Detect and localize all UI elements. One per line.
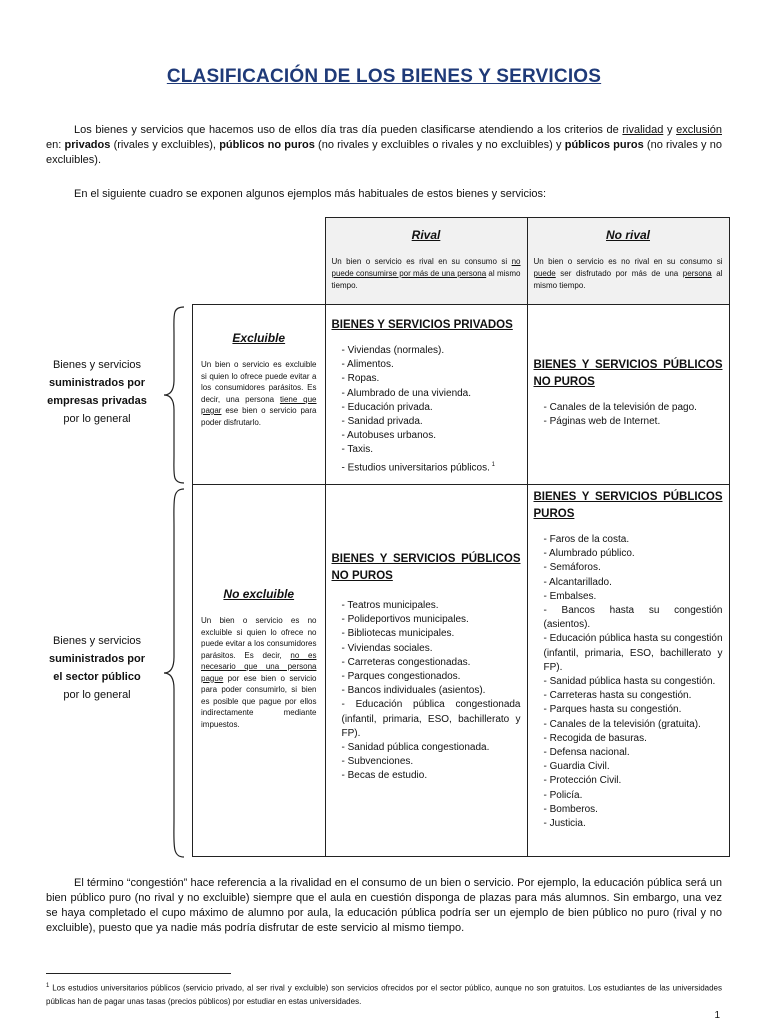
list-item: - Guardia Civil. xyxy=(543,761,610,773)
definition-text: ser disfrutado por más de una xyxy=(555,269,683,278)
header-no-rival-definition xyxy=(528,256,729,292)
header-rival xyxy=(325,218,527,305)
term-rivalidad: rivalidad xyxy=(622,124,664,136)
definition-underline: no es necesario que una persona pague xyxy=(201,650,317,683)
cell-no-puros-bottom xyxy=(325,485,527,857)
side-label-line: por lo general xyxy=(63,689,131,701)
list-item: - Alumbrado público. xyxy=(543,548,635,560)
cell-no-puros-top xyxy=(527,305,729,485)
list-item: - Embalses. xyxy=(543,590,597,602)
side-label-line: Bienes y servicios xyxy=(52,635,142,647)
closing-paragraph xyxy=(46,876,722,936)
closing-text: El término “congestión” hace referencia a la rivalidad en el consumo de un bien o servicio. Por ejemplo, la educación pública será un bien público puro (no rival y no excluible) siempre que el aula en cuestión disponga de plazas para más alumnos. Sin embargo, una vez se haya completado el cupo máximo de alumno por aula, la educación pública podría ser un ejemplo de bien público no puro (rival y no excluible), puesto que ya nadie más podría disfrutar de este servicio al mismo tiempo. xyxy=(46,877,722,934)
list-item: - Subvenciones. xyxy=(341,756,414,768)
side-label-line: por lo general xyxy=(63,413,131,425)
definition-text: al mismo tiempo. xyxy=(533,269,723,290)
term-puros: públicos puros xyxy=(564,139,644,151)
list-item: - Alimentos. xyxy=(341,359,394,371)
side-label-line: suministrados por xyxy=(49,377,145,389)
table-intro-paragraph xyxy=(46,187,722,202)
list-item: - Páginas web de Internet. xyxy=(543,416,661,428)
definition-text: Un bien o servicio es no rival en su consumo si xyxy=(533,257,723,266)
term-exclusion: exclusión xyxy=(676,124,722,136)
definition-text: Un bien o servicio es no excluible si quien lo ofrece no puede evitar a los consumidores parásitos. Es decir, xyxy=(201,616,317,660)
list-item: - Semáforos. xyxy=(543,562,601,574)
side-label-public xyxy=(32,632,162,704)
cell-puros-list xyxy=(528,533,729,831)
cell-no-puros-bottom-title: BIENES Y SERVICIOS PÚBLICOS NO PUROS xyxy=(331,553,521,582)
cell-no-puros-top-list xyxy=(528,401,729,429)
row-excluible-title: Excluible xyxy=(232,331,286,345)
row-no-excluible xyxy=(193,485,326,857)
list-item: - Canales de la televisión de pago. xyxy=(543,402,697,413)
intro-text: Los bienes y servicios que hacemos uso de ellos día tras día pueden clasificarse atendiendo a los criterios de xyxy=(74,124,623,136)
intro-text: (no rivales y excluibles o rivales y no excluibles) y xyxy=(314,139,565,151)
definition-text: Un bien o servicio es excluible si quien lo ofrece puede evitar a los consumidores parásitos. Es decir, una persona xyxy=(201,360,317,404)
row-no-excluible-title: No excluible xyxy=(223,587,295,601)
list-item: - Polideportivos municipales. xyxy=(341,614,469,626)
table-intro-text: En el siguiente cuadro se exponen algunos ejemplos más habituales de estos bienes y servicios: xyxy=(74,188,547,200)
header-rival-title: Rival xyxy=(411,228,441,242)
empty-corner-cell xyxy=(193,218,326,305)
definition-text: por ese bien o servicio para poder consumirlo, si bien es posible que pague por ellos indirectamente mediante impuestos. xyxy=(201,673,317,729)
list-item: - Policía. xyxy=(543,789,583,801)
page-number: 1 xyxy=(714,1010,720,1021)
definition-text: al mismo tiempo. xyxy=(331,269,521,290)
list-item: - Parques congestionados. xyxy=(341,671,461,683)
footnote xyxy=(46,980,722,1008)
side-label-line: Bienes y servicios xyxy=(52,359,142,371)
side-label-line: empresas privadas xyxy=(47,395,147,407)
cell-privados-list xyxy=(326,344,527,475)
side-label-private xyxy=(32,356,162,428)
list-item: - Bancos hasta su congestión (asientos). xyxy=(543,605,723,631)
side-label-line: el sector público xyxy=(53,671,141,683)
list-item: - Alcantarillado. xyxy=(543,576,612,588)
list-item: - Viviendas (normales). xyxy=(341,345,445,356)
cell-privados-title: BIENES Y SERVICIOS PRIVADOS xyxy=(331,319,513,331)
row-excluible-definition xyxy=(193,359,325,428)
list-item: - Teatros municipales. xyxy=(341,600,439,611)
row-no-excluible-definition xyxy=(193,615,325,730)
definition-underline: puede xyxy=(533,269,556,278)
list-item: - Alumbrado de una vivienda. xyxy=(341,387,472,399)
header-rival-definition xyxy=(326,256,527,292)
cell-no-puros-top-title: BIENES Y SERVICIOS PÚBLICOS NO PUROS xyxy=(533,359,723,388)
list-item: - Parques hasta su congestión. xyxy=(543,704,682,716)
document-title: CLASIFICACIÓN DE LOS BIENES Y SERVICIOS xyxy=(166,66,602,87)
intro-text: (no rivales y no excluibles). xyxy=(46,139,722,166)
list-item: - Ropas. xyxy=(341,373,380,385)
list-item: - Viviendas sociales. xyxy=(341,642,433,654)
brace-public xyxy=(162,487,186,859)
cell-puros-title: BIENES Y SERVICIOS PÚBLICOS PUROS xyxy=(533,491,723,520)
list-item: - Bibliotecas municipales. xyxy=(341,628,455,640)
footnote-reference[interactable]: 1 xyxy=(489,461,495,468)
list-item: - Estudios universitarios públicos. $^1$ xyxy=(341,461,495,473)
list-item: - Protección Civil. xyxy=(543,775,622,787)
definition-underline: tiene que pagar xyxy=(201,394,317,415)
list-item: - Educación privada. xyxy=(341,401,433,413)
header-no-rival xyxy=(527,218,729,305)
intro-paragraph xyxy=(46,123,722,168)
definition-underline: no puede consumirse por más de una persona xyxy=(331,257,521,278)
cell-no-puros-bottom-list xyxy=(326,599,527,784)
term-no-puros: públicos no puros xyxy=(219,139,315,151)
list-item: - Becas de estudio. xyxy=(341,770,428,782)
definition-text: ese bien o servicio para poder disfrutarlo. xyxy=(201,406,317,427)
list-item: - Faros de la costa. xyxy=(543,534,630,545)
list-item: - Educación pública hasta su congestión (infantil, primaria, ESO, bachillerato y FP). xyxy=(543,633,723,673)
list-item: - Bancos individuales (asientos). xyxy=(341,685,486,697)
term-privados: privados xyxy=(64,139,111,151)
row-excluible xyxy=(193,305,326,485)
list-item: - Justicia. xyxy=(543,818,586,830)
list-item: - Sanidad pública hasta su congestión. xyxy=(543,676,716,688)
list-item: - Sanidad privada. xyxy=(341,416,423,428)
list-item: - Autobuses urbanos. xyxy=(341,430,437,442)
list-item: - Recogida de basuras. xyxy=(543,732,647,744)
definition-underline: persona xyxy=(682,269,712,278)
footnote-mark: 1 xyxy=(46,983,50,989)
footnote-text: Los estudios universitarios públicos (servicio privado, al ser rival y excluible) son servicios ofrecidos por el sector público, aunque no son gratuitos. Los estudiantes de las universidades públicas han de pagar unas tasas (precios públicos) por estudiar en estas universidades. xyxy=(46,983,722,1006)
intro-text: en: xyxy=(46,139,65,151)
footnote-separator xyxy=(46,973,231,974)
list-item: - Educación pública congestionada (infantil, primaria, ESO, bachillerato y FP). xyxy=(341,699,521,739)
list-item: - Defensa nacional. xyxy=(543,747,630,759)
cell-puros xyxy=(527,485,729,857)
brace-private xyxy=(162,305,186,485)
classification-table xyxy=(192,217,730,857)
intro-text: y xyxy=(663,124,677,136)
list-item: - Sanidad pública congestionada. xyxy=(341,742,490,754)
side-label-line: suministrados por xyxy=(49,653,145,665)
header-no-rival-title: No rival xyxy=(605,228,650,242)
list-item: - Carreteras congestionadas. xyxy=(341,656,471,668)
list-item: - Bomberos. xyxy=(543,803,598,815)
cell-privados xyxy=(325,305,527,485)
intro-text: (rivales y excluibles), xyxy=(110,139,220,151)
list-item: - Carreteras hasta su congestión. xyxy=(543,690,692,702)
list-item: - Taxis. xyxy=(341,444,373,456)
definition-text: Un bien o servicio es rival en su consumo si xyxy=(331,257,512,266)
list-item: - Canales de la televisión (gratuita). xyxy=(543,718,701,730)
